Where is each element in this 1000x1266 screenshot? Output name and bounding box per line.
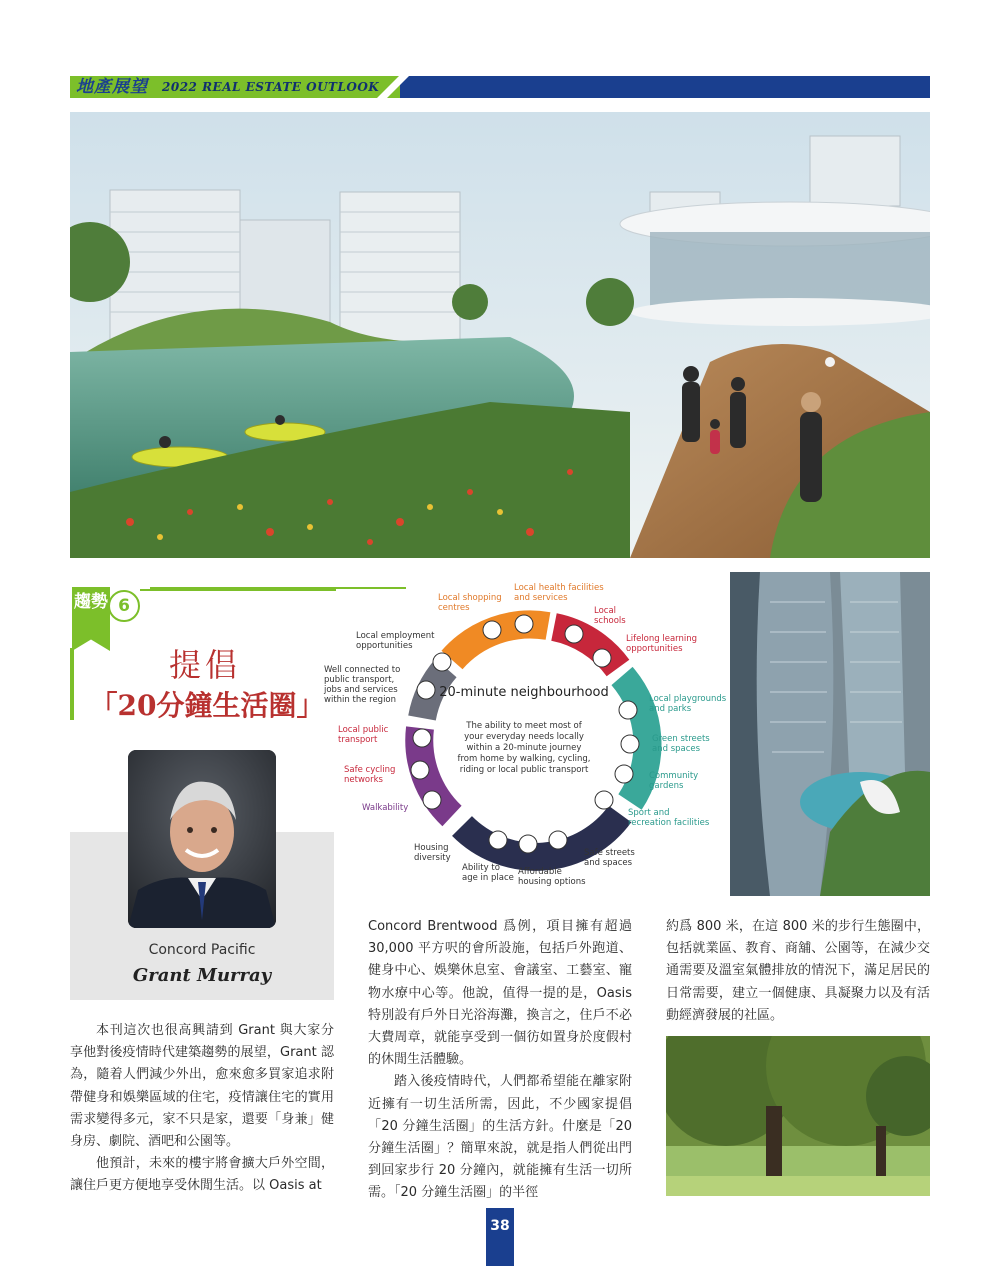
label-community-gardens: Community: [649, 771, 699, 781]
label-employment: Local employment: [356, 631, 435, 641]
paragraph: 踏入後疫情時代，人們都希望能在離家附近擁有一切生活所需，因此，不少國家提倡「20 分鐘生活圈」的生活方針。什麼是「20 分鐘生活圈」？簡單來說，就是指人們從出門到回家步行 20 分鐘內，就能擁有生活一切所需。「20 分鐘生活圈」的半徑: [368, 1074, 632, 1201]
trend-label: 趨勢: [74, 592, 108, 612]
label-green-streets: and spaces: [652, 744, 701, 754]
label-walkability: Walkability: [362, 803, 409, 813]
label-public-transport: Local public: [338, 725, 389, 735]
portrait-photo: [128, 750, 276, 928]
trend-top-rule: [140, 589, 336, 591]
header-title-en: 2022 REAL ESTATE OUTLOOK: [162, 80, 380, 94]
label-connected: Well connected to: [324, 665, 401, 675]
profile-company: Concord Pacific: [148, 942, 256, 958]
label-community-gardens: gardens: [649, 781, 684, 791]
label-schools: Local: [594, 606, 617, 616]
label-cycling: Safe cycling: [344, 765, 396, 775]
label-health: and services: [514, 593, 568, 603]
label-shopping: Local shopping: [438, 593, 502, 603]
trend-number-wrap: [108, 590, 140, 622]
label-affordable: housing options: [518, 877, 586, 887]
infographic-center-line: The ability to meet most of: [466, 721, 582, 731]
tower-render-image: [730, 572, 930, 896]
profile-name: Grant Murray: [132, 965, 272, 986]
label-public-transport: transport: [338, 735, 378, 745]
infographic-center-line: your everyday needs locally: [464, 732, 584, 742]
label-connected: public transport,: [324, 675, 395, 685]
hero-image: [70, 112, 930, 558]
label-playgrounds: Local playgrounds: [649, 694, 726, 704]
label-lifelong: opportunities: [626, 644, 683, 654]
label-affordable: Affordable: [518, 867, 562, 877]
trend-number: 6: [108, 590, 140, 622]
label-safe-streets: and spaces: [584, 858, 633, 868]
label-age-in-place: Ability to: [462, 863, 500, 873]
label-sport: Sport and: [628, 808, 670, 818]
header-blue-band: [400, 76, 930, 98]
label-schools: schools: [594, 616, 626, 626]
label-connected: jobs and services: [324, 685, 398, 695]
label-housing-diversity: Housing: [414, 843, 449, 853]
article-column-1: [70, 1020, 334, 1198]
label-sport: recreation facilities: [628, 818, 710, 828]
page-number: 38: [486, 1208, 514, 1266]
label-health: Local health facilities: [514, 583, 604, 593]
label-playgrounds: and parks: [649, 704, 692, 714]
label-housing-diversity: diversity: [414, 853, 451, 863]
article-title-line2: 「20分鐘生活圈」: [89, 689, 325, 722]
label-connected: within the region: [324, 695, 397, 705]
label-lifelong: Lifelong learning: [626, 634, 698, 644]
paragraph: 本刊這次也很高興請到 Grant 與大家分享他對後疫情時代建築趨勢的展望，Grant 認為，隨着人們減少外出，愈來愈多買家追求附帶健身和娛樂區域的住宅，疫情讓住宅的實用需求變得多元，家不只是家，還要「身兼」健身房、劇院、酒吧和公園等。: [70, 1023, 334, 1150]
infographic-center-line: from home by walking, cycling,: [457, 754, 591, 764]
header-banner: [70, 76, 930, 98]
header-title-zh: 地產展望: [76, 77, 148, 97]
neighbourhood-infographic: [322, 578, 726, 896]
infographic-center-line: riding or local public transport: [459, 765, 589, 775]
label-green-streets: Green streets: [652, 734, 710, 744]
label-cycling: networks: [344, 775, 383, 785]
article-column-3: [666, 916, 930, 1027]
label-age-in-place: age in place: [462, 873, 514, 883]
park-tree-photo: [666, 1036, 930, 1196]
label-employment: opportunities: [356, 641, 413, 651]
article-column-2: [368, 916, 632, 1205]
infographic-center-title: 20-minute neighbourhood: [439, 685, 609, 700]
label-safe-streets: Safe streets: [584, 848, 635, 858]
paragraph: 他預計，未來的樓宇將會擴大戶外空間，讓住戶更方便地享受休閒生活。以 Oasis at: [70, 1156, 334, 1194]
infographic-center-line: within a 20-minute journey: [466, 743, 582, 753]
label-shopping: centres: [438, 603, 470, 613]
paragraph: 約爲 800 米，在這 800 米的步行生態圈中，包括就業區、教育、商舖、公園等，在減少交通需要及溫室氣體排放的情況下，滿足居民的日常需要，建立一個健康、具凝聚力以及有活動經濟發展的社區。: [666, 919, 930, 1023]
article-title-line1: 提倡: [168, 646, 241, 684]
paragraph: Concord Brentwood 爲例，項目擁有超過 30,000 平方呎的會所設施，包括戶外跑道、健身中心、娛樂休息室、會議室、工藝室、寵物水療中心等。他說，值得一提的是，Oasis 特別設有戶外日光浴海灘，換言之，住戶不必大費周章，就能享受到一個彷如置身於度假村的休閒生活體驗。: [368, 919, 632, 1068]
